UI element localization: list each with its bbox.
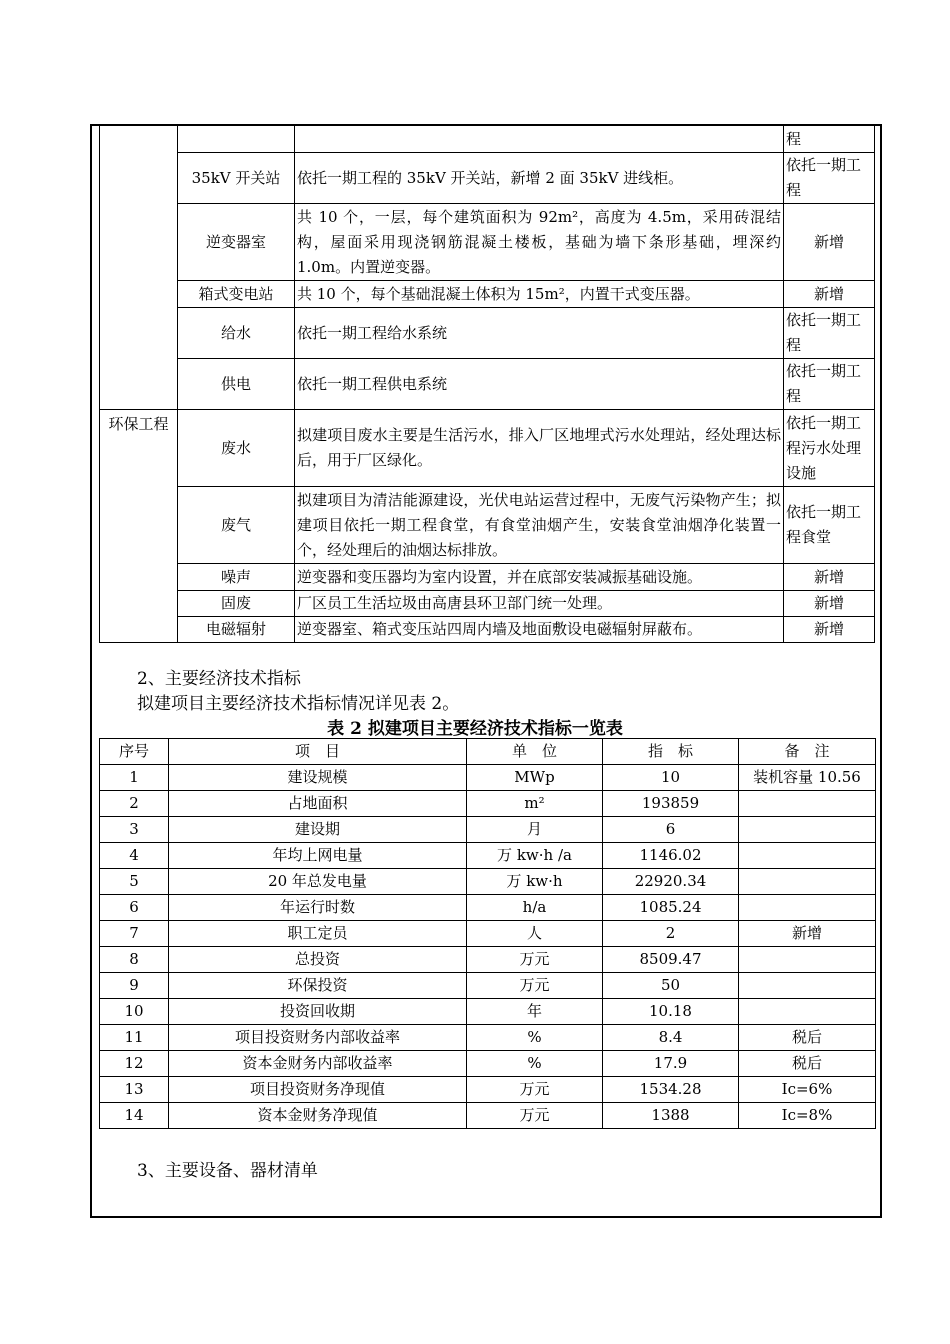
table-row: 箱式变电站 共 10 个，每个基础混凝土体积为 15m²，内置干式变压器。 新增 xyxy=(100,281,875,308)
table-row: 电磁辐射 逆变器室、箱式变压站四周内墙及地面敷设电磁辐射屏蔽布。 新增 xyxy=(100,617,875,643)
table-row: 废气 拟建项目为清洁能源建设，光伏电站运营过程中，无废气污染物产生；拟建项目依托一期工程食堂，有食堂油烟产生，安装食堂油烟净化装置一个，经处理后的油烟达标排放。 依托一期工程食堂 xyxy=(100,487,875,564)
section-2-text: 拟建项目主要经济技术指标情况详见表 2。 xyxy=(137,694,460,714)
table-row: 4 年均上网电量 万 kw·h /a 1146.02 xyxy=(100,843,876,869)
table-row: 7 职工定员 人 2 新增 xyxy=(100,921,876,947)
economic-indicators-table xyxy=(99,738,876,1129)
table-row: 6 年运行时数 h/a 1085.24 xyxy=(100,895,876,921)
table-row: 11 项目投资财务内部收益率 % 8.4 税后 xyxy=(100,1025,876,1051)
project-composition-table xyxy=(99,125,875,643)
table-row: 给水 依托一期工程给水系统 依托一期工程 xyxy=(100,308,875,359)
table-row: 1 建设规模 MWp 10 装机容量 10.56 xyxy=(100,765,876,791)
table-row: 35kV 开关站 依托一期工程的 35kV 开关站，新增 2 面 35kV 进线柜。 依托一期工程 xyxy=(100,153,875,204)
table-row: 2 占地面积 m² 193859 xyxy=(100,791,876,817)
table-row: 12 资本金财务内部收益率 % 17.9 税后 xyxy=(100,1051,876,1077)
section-2-heading: 2、主要经济技术指标 xyxy=(137,669,301,689)
table-row: 固废 厂区员工生活垃圾由高唐县环卫部门统一处理。 新增 xyxy=(100,591,875,617)
table-row: 供电 依托一期工程供电系统 依托一期工程 xyxy=(100,359,875,410)
section-3-heading: 3、主要设备、器材清单 xyxy=(137,1161,318,1181)
category-label: 环保工程 xyxy=(100,410,178,643)
table-row: 5 20 年总发电量 万 kw·h 22920.34 xyxy=(100,869,876,895)
table-row: 8 总投资 万元 8509.47 xyxy=(100,947,876,973)
table-row: 9 环保投资 万元 50 xyxy=(100,973,876,999)
table-row: 3 建设期 月 6 xyxy=(100,817,876,843)
table-row: 逆变器室 共 10 个，一层，每个建筑面积为 92m²，高度为 4.5m，采用砖混结构，屋面采用现浇钢筋混凝土楼板，基础为墙下条形基础，埋深约 1.0m。内置逆变器。 新增 xyxy=(100,204,875,281)
table-row: 噪声 逆变器和变压器均为室内设置，并在底部安装减振基础设施。 新增 xyxy=(100,564,875,591)
table-header-row: 序号 项 目 单 位 指 标 备 注 xyxy=(100,739,876,765)
table-row: 10 投资回收期 年 10.18 xyxy=(100,999,876,1025)
table-row: 环保工程 废水 拟建项目废水主要是生活污水，排入厂区地埋式污水处理站，经处理达标后，用于厂区绿化。 依托一期工程污水处理设施 xyxy=(100,410,875,487)
table-2-caption: 表 2 拟建项目主要经济技术指标一览表 xyxy=(327,719,623,739)
table-row: 13 项目投资财务净现值 万元 1534.28 Ic=6% xyxy=(100,1077,876,1103)
table-row: 14 资本金财务净现值 万元 1388 Ic=8% xyxy=(100,1103,876,1129)
table-row: 程 xyxy=(100,126,875,153)
